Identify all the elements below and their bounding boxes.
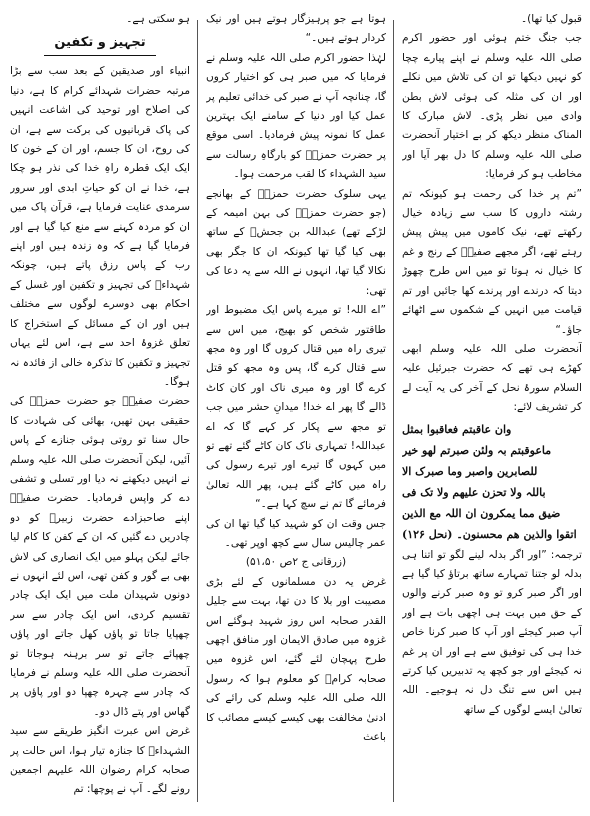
quran-verse bbox=[402, 420, 582, 544]
paragraph: غرض یہ دن مسلمانوں کے لئے بڑی مصیبت اور بلا کا دن تھا، بہت سے جلیل القدر صحابہ اس روز شہید ہوگئے اس غزوہ میں صادق الایمان اور منافق اچھی طرح پہچان لئے گئے، اس غزوہ میں صحابہ کرامؓ کو معلوم ہوا کہ رسول اللہ صلی اللہ علیہ وسلم کی رائے کی ادنیٰ مخالفت بھی کیسے کیسے مصائب کا باعث bbox=[206, 575, 386, 744]
text-column-left bbox=[10, 10, 190, 810]
text-column-middle bbox=[206, 10, 386, 810]
verse-line: وان عاقبتم فعاقبوا بمثل bbox=[402, 422, 512, 436]
verse-line-text: اتقوا والذین ھم محسنون۔ bbox=[456, 527, 577, 541]
paragraph: آنحضرت صلی اللہ علیہ وسلم ابھی کھڑے ہی تھے کہ حضرت جبرئیل علیہ السلام سورۂ نحل کے آخر کی یہ آیت لے کر تشریف لائے: bbox=[402, 342, 582, 414]
verse-line: ماعوقبتم بہ ولئن صبرتم لھو خیر bbox=[402, 443, 552, 457]
verse-line bbox=[402, 525, 582, 544]
paragraph: ہو سکتی ہے۔ bbox=[126, 13, 190, 25]
verse-line: باللہ ولا تحزن علیھم ولا تک فی bbox=[402, 485, 546, 499]
paragraph: قبول کیا تھا)۔ bbox=[520, 13, 582, 25]
translation: ترجمہ: ”اور اگر بدلہ لینے لگو تو اتنا ہی بدلہ لو جتنا تمہارے ساتھ برتاؤ کیا گیا ہے اور اگر صبر کرو تو وہ صبر کرنے والوں کے حق میں بہت ہی اچھی بات ہے اور آپ صبر کیجئے اور آپ کا صبر کرنا خاص خدا ہی کی توفیق سے ہے اور ان پر غم نہ کیجئے اور جو کچھ یہ تدبیریں کیا کرتے ہیں اس سے تنگ دل نہ ہوجیے۔ اللہ تعالیٰ ایسے لوگوں کے ساتھ bbox=[402, 548, 582, 716]
citation: (زرقانی ج ۲ص ۵۱،۵۰) bbox=[245, 556, 347, 569]
paragraph: غرض اس عبرت انگیز طریقے سے سید الشہداءؓ کا جنازہ تیار ہوا، اس حالت پر صحابہ کرام رضوان اللہ علیہم اجمعین رونے لگے۔ آپ نے پوچھا: تم bbox=[10, 725, 190, 796]
paragraph: یہی سلوک حضرت حمزہؓ کے بھانجے (جو حضرت حمزہؓ کی بہن امیمہ کے لڑکے تھے) عبداللہ بن جحشؓ کے ساتھ بھی کیا گیا تھا کیونکہ ان کا جگر بھی نکالا گیا تھا، انہوں نے اللہ سے یہ دعا کی تھی: bbox=[206, 187, 386, 297]
verse-reference: (نحل ۱۲۶) bbox=[402, 527, 453, 541]
column-divider bbox=[197, 20, 198, 802]
paragraph: جس وقت ان کو شہید کیا گیا تھا ان کی عمر چالیس سال سے کچھ اوپر تھی۔ bbox=[206, 517, 386, 549]
verse-line: للصابرین واصبر وما صبرک الا bbox=[402, 464, 538, 478]
column-divider bbox=[393, 20, 394, 802]
quotation: ”اے اللہ! تو میرے پاس ایک مضبوط اور طاقتور شخص کو بھیج، میں اس سے تیری راہ میں قتال کروں گا اور وہ مجھ سے قتال کرے گا، پس وہ مجھ کو قتل کرے گا اور وہ میری ناک اور کان کاٹ ڈالے گا پھر اے خدا! میدانِ حشر میں جب تو مجھ سے پکار کر کہے گا کہ اے عبداللہ! تمہاری ناک کان کاٹے گئے تھے تو میں کہوں گا تیرے اور تیرے رسول کی راہ میں کاٹے گئے ہیں، پھر اللہ تعالیٰ فرمائے گا تم نے سچ کہا ہے۔“ bbox=[206, 304, 386, 511]
paragraph: حضرت صفیہؓ جو حضرت حمزہؓ کی حقیقی بہن تھیں، بھائی کی شہادت کا حال سنا تو روتی ہوئی جنازے کے پاس آئیں، لیکن آنحضرت صلی اللہ علیہ وسلم نے انہیں دیکھنے نہ دیا اور تسلی و تشفی دے کر واپس فرمادیا۔ حضرت صفیہؓ اپنے صاحبزادے حضرت زبیرؓ کو دو چادریں دے گئیں کہ ان کے کفن کا کام لیا جائے لیکن پہلو میں ایک انصاری کی لاش بھی بے گور و کفن تھی، اس لئے انہوں نے دونوں شہیدان ملت میں ایک ایک چادر تقسیم کردی، اس ایک چادر سے سر چھپایا جاتا تو پاؤں کھل جاتے اور پاؤں چھپائے جاتے تو سر برہنہ ہوجاتا تو آنحضرت صلی اللہ علیہ وسلم نے فرمایا کہ چادر سے چہرہ چھپا دو اور پاؤں پر گھاس اور پتے ڈال دو۔ bbox=[10, 395, 190, 718]
document-page bbox=[8, 10, 582, 810]
quotation: ”تم پر خدا کی رحمت ہو کیونکہ تم رشتہ داروں کا سب سے زیادہ خیال رکھتے تھے، نیک کاموں میں پیش پیش رہتے تھے، اگر مجھے صفیہؓ کے رنج و غم کا خیال نہ ہوتا تو میں اس طرح چھوڑ دیتا کہ درندے اور پرندے کھا جائیں اور تم قیامت میں انہیں کے شکموں سے اٹھائے جاؤ۔“ bbox=[402, 187, 582, 336]
text-column-right bbox=[402, 10, 582, 810]
section-heading-wrap bbox=[10, 33, 190, 56]
paragraph: ہوتا ہے جو پرہیزگار ہوتے ہیں اور نیک کردار ہوتے ہیں۔“ bbox=[206, 13, 386, 45]
verse-line: ضیق مما یمکرون ان اللہ مع الذین bbox=[402, 506, 561, 520]
paragraph: جب جنگ ختم ہوئی اور حضور اکرم صلی اللہ علیہ وسلم نے اپنے پیارے چچا کو نہیں دیکھا تو ان کی تلاش میں نکلے اور ان کی مثلہ کی ہوئی لاش بطن وادی میں نظر پڑی۔ لاش مبارک کا المناک منظر دیکھ کر بے اختیار آنحضرت صلی اللہ علیہ وسلم کا دل بھر آیا اور مخاطب ہو کر فرمایا: bbox=[402, 32, 582, 181]
section-heading: تجہیز و تکفین bbox=[44, 33, 155, 56]
paragraph: لہٰذا حضور اکرم صلی اللہ علیہ وسلم نے فرمایا کہ میں صبر ہی کو اختیار کروں گا، چنانچہ آپ نے صبر کی خدائی تعلیم پر عمل کیا اور دنیا کے سامنے ایک بہترین عمل کا نمونہ پیش فرمادیا۔ اسی موقع پر حضرت حمزہؓ کو بارگاہِ رسالت سے سید الشہداء کا لقب مرحمت ہوا۔ bbox=[206, 51, 386, 181]
paragraph: انبیاء اور صدیقین کے بعد سب سے بڑا مرتبہ حضرات شہدائے کرام کا ہے، دنیا کی اصلاح اور توحید کی اشاعت انہیں کی پاک قربانیوں کی برکت سے ہے، ان کی روح، ان کا جسم، اور ان کے خون کا ایک ایک قطرہ راہِ خدا کی نذر ہو چکا ہے، خدا نے ان کو حیاتِ ابدی اور سرور سرمدی عنایت فرمایا ہے، قرآن پاک میں ان کو مردہ کہنے سے منع کیا گیا ہے اور فرمایا گیا ہے کہ وہ زندہ ہیں اور اپنے رب کے پاس رزق پاتے ہیں، چونکہ شہداءؓ کی تجہیز و تکفین اور غسل کے احکام بھی دوسرے لوگوں سے مختلف ہیں اور ان کے مسائل کے استخراج کا تعلق غزوۂ احد سے ہے، اس لئے یہاں تجہیز و تکفین کا تذکرہ خالی از فائدہ نہ ہوگا۔ bbox=[10, 65, 190, 388]
